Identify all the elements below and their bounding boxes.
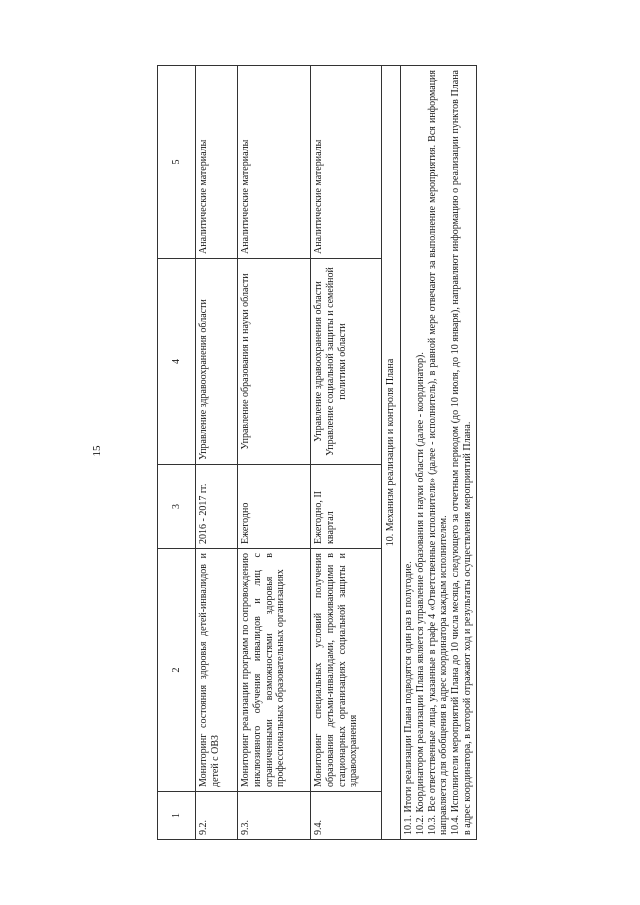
note-item: 10.4. Исполнители мероприятий Плана до 10 числа месяца, следующего за отчетным периодом (до 10 июля, до 10 января), направляют информацию о реализации пунктов Плана в адрес координатора, в которой отражают ход и результаты осуществления мероприятий Плана. — [450, 70, 473, 835]
row-result: Аналитические материалы — [311, 66, 382, 259]
header-col-3: 3 — [158, 465, 196, 549]
note-item: 10.1. Итоги реализации Плана подводятся один раз в полугодие. — [403, 561, 414, 835]
rotated-document-sheet — [157, 65, 473, 840]
section-row — [382, 66, 401, 840]
header-col-2: 2 — [158, 549, 196, 792]
notes-row — [401, 66, 477, 840]
table-row — [311, 66, 382, 840]
row-term: Ежегодно — [238, 465, 311, 549]
row-number: 9.4. — [311, 792, 382, 840]
row-term: Ежегодно, II квартал — [311, 465, 382, 549]
row-responsible: Управление образования и науки области — [238, 259, 311, 465]
row-number: 9.3. — [238, 792, 311, 840]
header-col-4: 4 — [158, 259, 196, 465]
page-number: 15 — [91, 445, 103, 457]
row-result: Аналитические материалы — [196, 66, 238, 259]
row-result: Аналитические материалы — [238, 66, 311, 259]
row-event: Мониторинг состояния здоровья детей-инвалидов и детей с ОВЗ — [196, 549, 238, 792]
table-row — [238, 66, 311, 840]
header-col-1: 1 — [158, 792, 196, 840]
note-item: 10.2. Координатором реализации Плана является управление образования и науки области (далее - координатор). — [414, 352, 426, 835]
row-event: Мониторинг специальных условий получения образования детьми-инвалидами, проживающими в стационарных организациях социальной защиты и здравоохранения — [311, 549, 382, 792]
header-col-5: 5 — [158, 66, 196, 259]
row-responsible: Управление здравоохранения области — [196, 259, 238, 465]
plan-table — [157, 65, 477, 840]
section-title: 10. Механизм реализации и контроля Плана — [382, 66, 401, 840]
note-item: 10.3. Все ответственные лица, указанные в графе 4 «Ответственные исполнители» (далее - исполнитель), в равной мере отвечают за выполнение мероприятия. Вся информация направляется для обобщения в адрес координатора каждым исполнителем. — [426, 70, 450, 835]
notes-cell — [401, 66, 477, 840]
row-responsible: Управление здравоохранения области Управление социальной защиты и семейной политики области — [311, 259, 382, 465]
row-event: Мониторинг реализации программ по сопровождению инклюзивного обучения инвалидов и лиц с ограниченными возможностями здоровья в профессиональных образовательных организациях — [238, 549, 311, 792]
row-number: 9.2. — [196, 792, 238, 840]
table-row — [196, 66, 238, 840]
row-term: 2016 - 2017 гг. — [196, 465, 238, 549]
table-header-row — [158, 66, 196, 840]
